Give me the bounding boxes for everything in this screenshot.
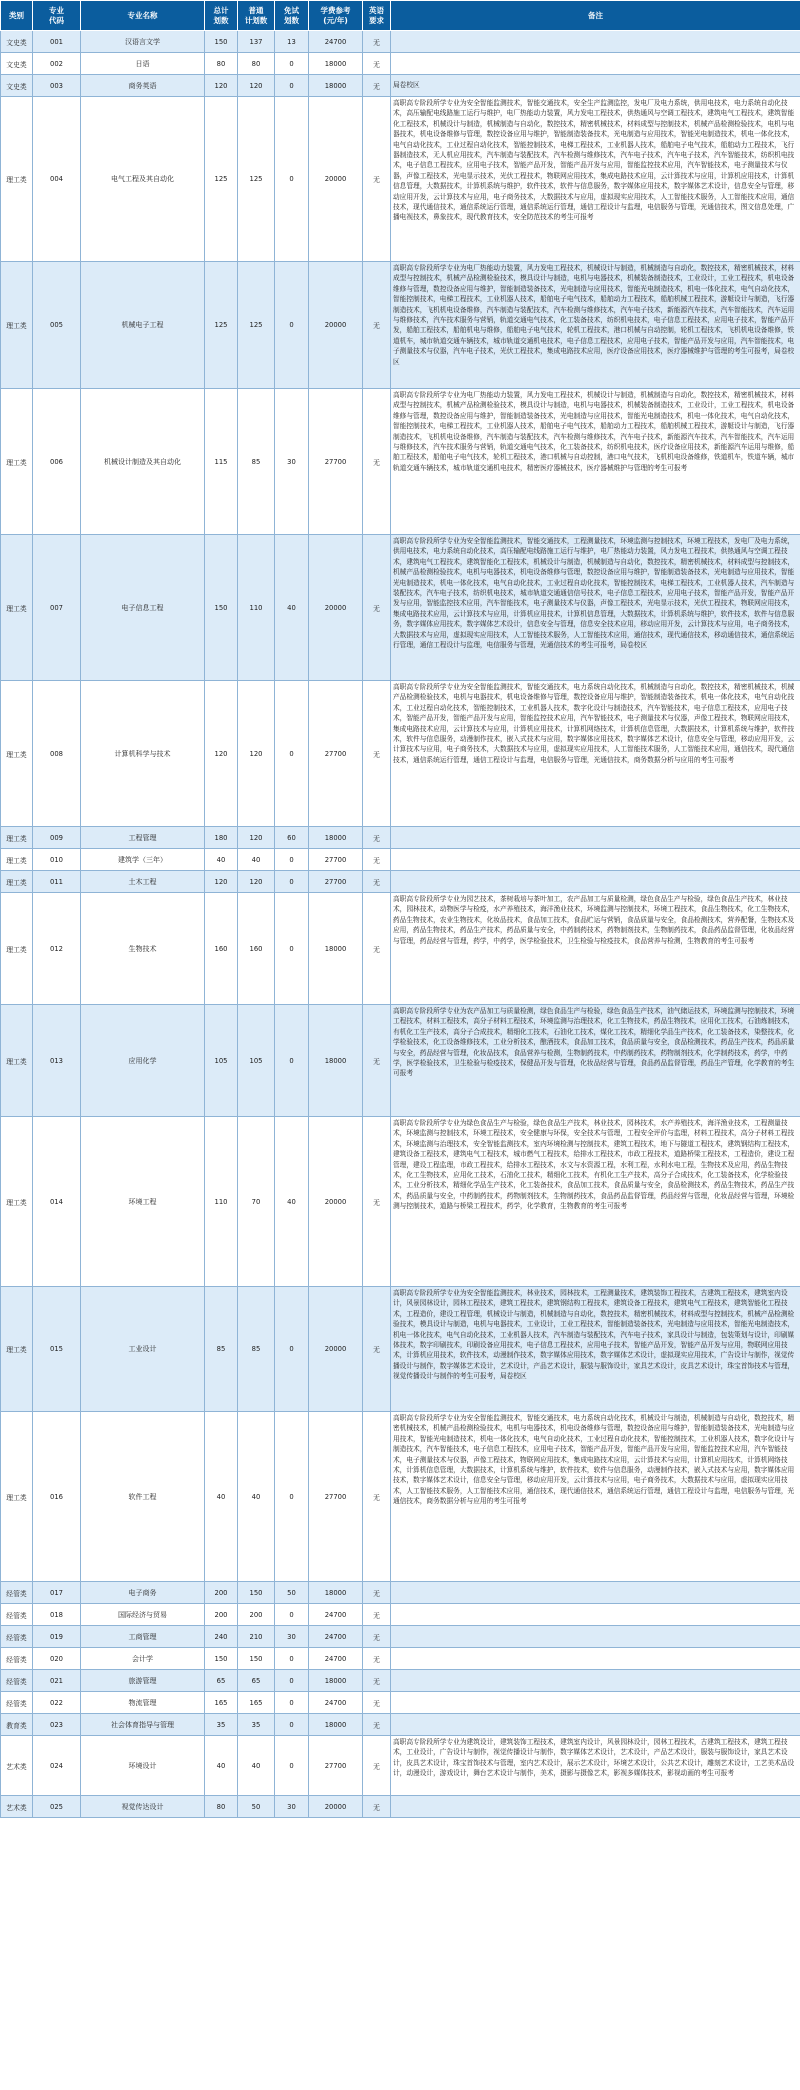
cell-major: 工商管理 <box>81 1626 205 1648</box>
cell-category: 经管类 <box>1 1692 33 1714</box>
header-tuition: 学费参考 (元/年) <box>309 1 363 31</box>
cell-total: 40 <box>205 1412 238 1582</box>
cell-code: 017 <box>33 1582 81 1604</box>
cell-tuition: 20000 <box>309 535 363 681</box>
table-row <box>1 849 800 871</box>
cell-exempt: 0 <box>275 871 309 893</box>
cell-code: 022 <box>33 1692 81 1714</box>
cell-total: 120 <box>205 681 238 827</box>
cell-general: 85 <box>238 1287 275 1412</box>
cell-note <box>391 1582 800 1604</box>
cell-category: 文史类 <box>1 31 33 53</box>
cell-major: 应用化学 <box>81 1005 205 1117</box>
cell-category: 理工类 <box>1 871 33 893</box>
cell-major: 机械设计制造及其自动化 <box>81 389 205 535</box>
table-row <box>1 1670 800 1692</box>
cell-major: 旅游管理 <box>81 1670 205 1692</box>
header-code: 专业 代码 <box>33 1 81 31</box>
cell-general: 105 <box>238 1005 275 1117</box>
header-major: 专业名称 <box>81 1 205 31</box>
table-row <box>1 53 800 75</box>
cell-note: 高职高专阶段所学专业为安全智能监测技术，林业技术，园林技术，工程测量技术，建筑装饰工程技术，古建筑工程技术，建筑室内设计，风景园林设计，园林工程技术，建筑工程技术，建筑钢结构工程技术，建筑设备工程技术，建筑电气工程技术，建筑智能化工程技术，工程造价，建设工程管理，机械设计与制造，机械制造与自动化，数控技术，精密机械技术，材料成型与控制技术，机械产品检测检验技术，模具设计与制造，电机与电器技术，工业设计，工业工程技术，智能制造装备技术，光电制造与应用技术，智能光电制造技术，机电一体化技术，电气自动化技术，工业机器人技术，汽车制造与装配技术，汽车电子技术，家具设计与制造，包装策划与设计，印刷媒体技术，数字印刷技术，印刷设备应用技术，电子信息工程技术，应用电子技术，智能产品开发，智能产品开发与应用，物联网应用技术，计算机应用技术，软件技术，动漫制作技术，数字媒体应用技术，数字媒体艺术设计，虚拟现实应用技术，广告设计与制作，视觉传播设计与制作，数字媒体艺术设计，艺术设计，产品艺术设计，服装与服饰设计，家具艺术设计，皮具艺术设计，珠宝首饰技术与管理，视觉传播设计与制作的考生可报考，局卷校区 <box>391 1287 800 1412</box>
header-total: 总计 划数 <box>205 1 238 31</box>
cell-total: 160 <box>205 893 238 1005</box>
table-row <box>1 1736 800 1796</box>
cell-exempt: 0 <box>275 1604 309 1626</box>
cell-total: 85 <box>205 1287 238 1412</box>
cell-major: 机械电子工程 <box>81 262 205 389</box>
cell-general: 200 <box>238 1604 275 1626</box>
cell-exempt: 0 <box>275 1648 309 1670</box>
cell-code: 006 <box>33 389 81 535</box>
cell-category: 理工类 <box>1 827 33 849</box>
cell-category: 经管类 <box>1 1604 33 1626</box>
table-row <box>1 893 800 1005</box>
cell-code: 014 <box>33 1117 81 1287</box>
cell-code: 018 <box>33 1604 81 1626</box>
cell-total: 165 <box>205 1692 238 1714</box>
cell-code: 009 <box>33 827 81 849</box>
cell-major: 工程管理 <box>81 827 205 849</box>
cell-code: 016 <box>33 1412 81 1582</box>
cell-major: 工业设计 <box>81 1287 205 1412</box>
cell-category: 艺术类 <box>1 1796 33 1818</box>
cell-general: 165 <box>238 1692 275 1714</box>
cell-note: 高职高专阶段所学专业为安全智能监测技术，智能交通技术，电力系统自动化技术，机械设计与制造，机械制造与自动化，数控技术，精密机械技术，机械产品检测检验技术，电机与电器技术，机电设备维修与管理，数控设备应用与维护，智能制造装备技术，光电制造与应用技术，智能光电制造技术，机电一体化技术，电气自动化技术，工业过程自动化技术，智能控制技术，工业机器人技术，数字化设计与制造技术，汽车智能技术，电子信息工程技术，应用电子技术，智能产品开发，智能产品开发与应用，智能监控技术应用，汽车智能技术，电子测量技术与仪器，声像工程技术，物联网应用技术，集成电路技术应用，云计算技术与应用，计算机应用技术，计算机网络技术，计算机信息管理，大数据技术，计算机系统与维护，软件技术，软件与信息服务，动漫制作技术，嵌入式技术与应用，数字媒体应用技术，数字媒体艺术设计，信息安全与管理，移动应用开发，云计算技术与应用，电子商务技术，大数据技术与应用，虚拟现实应用技术，人工智能技术服务，人工智能技术应用，通信技术，现代通信技术，通信系统运行管理，通信工程设计与监理，电信服务与管理，光通信技术，商务数据分析与应用的考生可报考 <box>391 1412 800 1582</box>
cell-code: 013 <box>33 1005 81 1117</box>
cell-category: 理工类 <box>1 1117 33 1287</box>
cell-general: 40 <box>238 849 275 871</box>
cell-english: 无 <box>363 1582 391 1604</box>
table-row <box>1 1412 800 1582</box>
cell-note: 高职高专阶段所学专业为安全智能监测技术，智能交通技术，电力系统自动化技术，机械制造与自动化，数控技术，精密机械技术，机械产品检测检验技术，电机与电器技术，机电设备维修与管理，数控设备应用与维护，智能制造装备技术，机电一体化技术，电气自动化技术，工业过程自动化技术，智能控制技术，工业机器人技术，数字化设计与制造技术，汽车智能技术，电子信息工程技术，应用电子技术，智能产品开发，智能产品开发与应用，智能监控技术应用，汽车智能技术，电子测量技术与仪器，声像工程技术，物联网应用技术，集成电路技术应用，云计算技术与应用，计算机应用技术，计算机网络技术，计算机信息管理，大数据技术，计算机系统与维护，软件技术，软件与信息服务，动漫制作技术，嵌入式技术与应用，数字媒体应用技术，数字媒体艺术设计，信息安全与管理，移动应用开发，云计算技术与应用，电子商务技术，大数据技术与应用，虚拟现实应用技术，人工智能技术服务，人工智能技术应用，通信技术，现代通信技术，通信系统运行管理，通信工程设计与监理，电信服务与管理，光通信技术，商务数据分析与应用的考生可报考 <box>391 681 800 827</box>
cell-note <box>391 1714 800 1736</box>
cell-general: 40 <box>238 1736 275 1796</box>
cell-english: 无 <box>363 1648 391 1670</box>
cell-code: 012 <box>33 893 81 1005</box>
cell-exempt: 50 <box>275 1582 309 1604</box>
cell-note: 高职高专阶段所学专业为绿色食品生产与检验，绿色食品生产技术，林业技术，园林技术，水产养殖技术，海洋渔业技术，工程测量技术，环境监测与控制技术，环境工程技术，安全健康与环保，安全技术与管理，工程安全评价与监理，材料工程技术，高分子材料工程技术，环境监测与治理技术，安全智能监测技术，室内环境检测与控制技术，建筑工程技术，地下与隧道工程技术，建筑钢结构工程技术，建筑设备工程技术，建筑电气工程技术，城市燃气工程技术，给排水工程技术，市政工程技术，道路桥梁工程技术，工程造价，建设工程管理，建设工程监理，市政工程技术，给排水工程技术，水文与水资源工程，水利工程，水利水电工程，生物技术及应用，药品生物技术，化工生物技术，应用化工技术，石油化工技术，精细化工技术，有机化工生产技术，高分子合成技术，化工装备技术，化学检验技术，工业分析技术，精细化学品生产技术，化工装备技术，食品加工技术，食品质量与安全，食品检测技术，药品生物技术，药品生产技术，药品质量与安全，中药制药技术，药物制剂技术，生物制药技术，食品药品监督管理，药品经营与管理，化妆品经营与管理，环境检测与控制技术，道路与桥梁工程技术，药学，化学教育，生物教育的考生可报考 <box>391 1117 800 1287</box>
cell-exempt: 40 <box>275 535 309 681</box>
cell-total: 125 <box>205 262 238 389</box>
cell-tuition: 18000 <box>309 75 363 97</box>
cell-total: 80 <box>205 1796 238 1818</box>
cell-tuition: 27700 <box>309 1736 363 1796</box>
cell-note <box>391 1692 800 1714</box>
table-row <box>1 97 800 262</box>
table-row <box>1 75 800 97</box>
cell-exempt: 0 <box>275 97 309 262</box>
table-row <box>1 1714 800 1736</box>
cell-category: 教育类 <box>1 1714 33 1736</box>
table-row <box>1 1287 800 1412</box>
cell-english: 无 <box>363 1692 391 1714</box>
cell-exempt: 0 <box>275 1287 309 1412</box>
cell-tuition: 20000 <box>309 262 363 389</box>
table-row <box>1 1582 800 1604</box>
cell-english: 无 <box>363 1287 391 1412</box>
cell-exempt: 0 <box>275 75 309 97</box>
cell-note: 高职高专阶段所学专业为农产品加工与质量检测，绿色食品生产与检验，绿色食品生产技术，油气储运技术，环境监测与控制技术，环境工程技术，材料工程技术，高分子材料工程技术，环境监测与治理技术，化工生物技术，药品生物技术，应用化工技术，石油炼制技术，有机化工生产技术，高分子合成技术，精细化工技术，石油化工技术，煤化工技术，精细化学品生产技术，化工装备技术，染整技术，化学检验技术，化工设备维修技术，工业分析技术，酿酒技术，食品加工技术，食品质量与安全，食品检测技术，药品生产技术，药品质量与安全，药品经营与管理，化妆品技术，食品营养与检测，生物制药技术，中药制药技术，药物制剂技术，化学制药技术，药学，中药学，医学检验技术，卫生检验与检疫技术，保健品开发与管理，化妆品经营与管理，食品药品监督管理，药品生产管理，化学教育的考生可报考 <box>391 1005 800 1117</box>
cell-tuition: 20000 <box>309 1796 363 1818</box>
cell-general: 85 <box>238 389 275 535</box>
cell-note <box>391 827 800 849</box>
cell-tuition: 27700 <box>309 681 363 827</box>
cell-english: 无 <box>363 849 391 871</box>
cell-english: 无 <box>363 75 391 97</box>
cell-code: 020 <box>33 1648 81 1670</box>
cell-exempt: 0 <box>275 681 309 827</box>
cell-note <box>391 1796 800 1818</box>
cell-major: 社会体育指导与管理 <box>81 1714 205 1736</box>
cell-english: 无 <box>363 1626 391 1648</box>
cell-tuition: 27700 <box>309 849 363 871</box>
cell-general: 80 <box>238 53 275 75</box>
cell-exempt: 0 <box>275 1005 309 1117</box>
cell-category: 理工类 <box>1 97 33 262</box>
cell-general: 137 <box>238 31 275 53</box>
cell-note: 局卷校区 <box>391 75 800 97</box>
cell-note: 高职高专阶段所学专业为电厂热能动力装置，风力发电工程技术，机械设计与制造，机械制造与自动化，数控技术，精密机械技术，材料成型与控制技术，机械产品检测检验技术，模具设计与制造，电机与电器技术，机械装备制造技术，工业设计，工业工程技术，机电设备维修与管理，数控设备应用与维护，智能制造装备技术，光电制造与应用技术，智能光电制造技术，机电一体化技术，电气自动化技术，智能控制技术，电梯工程技术，工业机器人技术，船舶电子电气技术，船舶动力工程技术，船舶机械工程技术，游艇设计与制造，飞行器制造技术，飞机机电设备维修，汽车制造与装配技术，汽车检测与维修技术，汽车电子技术，新能源汽车技术，汽车智能技术，汽车运用与维修技术，汽车技术服务与营销，轨道交通电气技术，化工装备技术，纺织机电技术，医疗设备应用技术，新能源汽车运用与维修，船舶工程技术，船舶电子电气技术，轮机工程技术，港口机械与自动控制，港口电气技术，飞机机电设备维修，铁道机车，铁道车辆，城市轨道交通车辆技术，城市轨道交通机电技术，精密医疗器械技术，医疗器械维护与管理的考生可报考 <box>391 389 800 535</box>
header-english: 英语 要求 <box>363 1 391 31</box>
cell-exempt: 0 <box>275 849 309 871</box>
cell-exempt: 60 <box>275 827 309 849</box>
cell-exempt: 0 <box>275 1412 309 1582</box>
cell-major: 会计学 <box>81 1648 205 1670</box>
cell-english: 无 <box>363 1604 391 1626</box>
cell-exempt: 0 <box>275 1736 309 1796</box>
cell-exempt: 30 <box>275 1796 309 1818</box>
header-category: 类别 <box>1 1 33 31</box>
cell-code: 001 <box>33 31 81 53</box>
cell-total: 115 <box>205 389 238 535</box>
cell-exempt: 13 <box>275 31 309 53</box>
cell-category: 理工类 <box>1 1287 33 1412</box>
cell-total: 40 <box>205 1736 238 1796</box>
cell-english: 无 <box>363 97 391 262</box>
cell-english: 无 <box>363 1796 391 1818</box>
cell-exempt: 40 <box>275 1117 309 1287</box>
cell-english: 无 <box>363 1714 391 1736</box>
cell-code: 025 <box>33 1796 81 1818</box>
cell-note <box>391 53 800 75</box>
cell-note <box>391 31 800 53</box>
cell-general: 35 <box>238 1714 275 1736</box>
cell-category: 理工类 <box>1 1005 33 1117</box>
cell-tuition: 18000 <box>309 1714 363 1736</box>
cell-code: 008 <box>33 681 81 827</box>
cell-tuition: 27700 <box>309 1412 363 1582</box>
cell-category: 艺术类 <box>1 1736 33 1796</box>
cell-exempt: 0 <box>275 893 309 1005</box>
cell-total: 150 <box>205 535 238 681</box>
cell-major: 建筑学（三年） <box>81 849 205 871</box>
cell-general: 160 <box>238 893 275 1005</box>
cell-category: 理工类 <box>1 262 33 389</box>
cell-total: 80 <box>205 53 238 75</box>
cell-category: 理工类 <box>1 389 33 535</box>
cell-total: 120 <box>205 75 238 97</box>
cell-general: 125 <box>238 97 275 262</box>
cell-code: 023 <box>33 1714 81 1736</box>
table-row <box>1 1626 800 1648</box>
cell-total: 105 <box>205 1005 238 1117</box>
cell-note <box>391 871 800 893</box>
cell-total: 65 <box>205 1670 238 1692</box>
cell-category: 理工类 <box>1 535 33 681</box>
cell-major: 环境设计 <box>81 1736 205 1796</box>
table-row <box>1 827 800 849</box>
cell-tuition: 20000 <box>309 1287 363 1412</box>
cell-category: 经管类 <box>1 1626 33 1648</box>
cell-general: 120 <box>238 827 275 849</box>
cell-exempt: 0 <box>275 1670 309 1692</box>
cell-total: 180 <box>205 827 238 849</box>
cell-major: 日语 <box>81 53 205 75</box>
table-row <box>1 1117 800 1287</box>
cell-general: 150 <box>238 1648 275 1670</box>
cell-note: 高职高专阶段所学专业为安全智能监测技术，智能交通技术，安全生产监测监控，发电厂及电力系统，供用电技术，电力系统自动化技术，高压输配电线路施工运行与维护，电厂热能动力装置，风力发电工程技术，供热通风与空调工程技术，建筑电气工程技术，建筑智能化工程技术，机械设计与制造，机械制造与自动化，数控技术，精密机械技术，材料成型与控制技术，机械产品检测检验技术，电机与电器技术，机电设备维修与管理，数控设备应用与维护，智能制造装备技术，光电制造与应用技术，智能光电制造技术，机电一体化技术，电气自动化技术，工业过程自动化技术，智能控制技术，电梯工程技术，工业机器人技术，船舶电子电气技术，船舶动力工程技术，飞行器制造技术，无人机应用技术，汽车制造与装配技术，汽车检测与维修技术，汽车电子技术，汽车电子技术，汽车智能技术，纺织机电技术，电子信息工程技术，应用电子技术，智能产品开发，智能产品开发与应用，智能监控技术应用，汽车智能技术，电子测量技术与仪器，声像工程技术，光电显示技术，光伏工程技术，物联网应用技术，集成电路技术应用，云计算技术与应用，计算机应用技术，计算机信息管理，大数据技术，计算机系统与维护，软件技术，软件与信息服务，数字媒体应用技术，数字媒体艺术设计，信息安全与管理，移动应用开发，云计算技术与应用，电子商务技术，大数据技术与应用，虚拟现实应用技术，人工智能技术服务，人工智能技术应用，通信技术，现代通信技术，通信系统运行管理，通信系统运行管理，通信工程设计与监理，电信服务与管理，光通信技术，图文信息处理，广播电视技术，鼻象技术，现代教育技术，安全防范技术的考生可报考 <box>391 97 800 262</box>
cell-note <box>391 1604 800 1626</box>
table-body <box>1 31 800 1818</box>
cell-tuition: 18000 <box>309 1005 363 1117</box>
table-row <box>1 1604 800 1626</box>
cell-major: 计算机科学与技术 <box>81 681 205 827</box>
cell-note: 高职高专阶段所学专业为园艺技术，茶树栽培与茶叶加工，农产品加工与质量检测，绿色食品生产与检验，绿色食品生产技术，林业技术，园林技术，动物医学与检疫，水产养殖技术，海洋渔业技术，环境监测与控制技术，环境工程技术，食品生物技术，化工生物技术，药品生物技术，农业生物技术，化妆品技术，食品加工技术，食品贮运与营销，食品质量与安全，食品检测技术，营养配餐，生物技术及应用，药品生物技术，药品生产技术，药品质量与安全，中药制药技术，药物制剂技术，生物制药技术，食品药品监督管理，化妆品经营与管理，药品经营与管理，药学，中药学，医学检验技术，卫生检验与检疫技术，食品营养与检测，生物教育的考生可报考 <box>391 893 800 1005</box>
cell-general: 120 <box>238 681 275 827</box>
cell-major: 软件工程 <box>81 1412 205 1582</box>
table-row <box>1 1648 800 1670</box>
cell-general: 150 <box>238 1582 275 1604</box>
cell-major: 电气工程及其自动化 <box>81 97 205 262</box>
cell-total: 125 <box>205 97 238 262</box>
cell-english: 无 <box>363 1736 391 1796</box>
cell-exempt: 30 <box>275 389 309 535</box>
cell-tuition: 18000 <box>309 53 363 75</box>
cell-tuition: 24700 <box>309 1648 363 1670</box>
cell-english: 无 <box>363 53 391 75</box>
cell-code: 007 <box>33 535 81 681</box>
header-general: 普通 计划数 <box>238 1 275 31</box>
cell-exempt: 30 <box>275 1626 309 1648</box>
cell-tuition: 20000 <box>309 97 363 262</box>
table-row <box>1 389 800 535</box>
cell-exempt: 0 <box>275 262 309 389</box>
cell-general: 50 <box>238 1796 275 1818</box>
cell-english: 无 <box>363 893 391 1005</box>
cell-tuition: 27700 <box>309 871 363 893</box>
cell-note <box>391 1626 800 1648</box>
cell-major: 电子信息工程 <box>81 535 205 681</box>
cell-tuition: 24700 <box>309 31 363 53</box>
cell-code: 004 <box>33 97 81 262</box>
cell-major: 视觉传达设计 <box>81 1796 205 1818</box>
cell-tuition: 27700 <box>309 389 363 535</box>
cell-tuition: 20000 <box>309 1117 363 1287</box>
cell-tuition: 18000 <box>309 1582 363 1604</box>
cell-code: 021 <box>33 1670 81 1692</box>
cell-total: 150 <box>205 31 238 53</box>
cell-code: 010 <box>33 849 81 871</box>
cell-code: 002 <box>33 53 81 75</box>
cell-major: 生物技术 <box>81 893 205 1005</box>
cell-total: 240 <box>205 1626 238 1648</box>
cell-category: 经管类 <box>1 1648 33 1670</box>
table-header-row <box>1 1 800 31</box>
cell-general: 210 <box>238 1626 275 1648</box>
cell-code: 003 <box>33 75 81 97</box>
cell-major: 电子商务 <box>81 1582 205 1604</box>
cell-general: 125 <box>238 262 275 389</box>
table-row <box>1 31 800 53</box>
cell-english: 无 <box>363 31 391 53</box>
table-row <box>1 262 800 389</box>
table-row <box>1 1005 800 1117</box>
header-exempt: 免试 划数 <box>275 1 309 31</box>
table-row <box>1 535 800 681</box>
cell-english: 无 <box>363 1412 391 1582</box>
cell-exempt: 0 <box>275 53 309 75</box>
cell-tuition: 24700 <box>309 1626 363 1648</box>
cell-category: 经管类 <box>1 1582 33 1604</box>
cell-general: 120 <box>238 871 275 893</box>
cell-note: 高职高专阶段所学专业为电厂热能动力装置，风力发电工程技术，机械设计与制造，机械制造与自动化，数控技术，精密机械技术，材料成型与控制技术，机械产品检测检验技术，模具设计与制造，电机与电器技术，机械装备制造技术，工业设计，工业工程技术，机电设备维修与管理，数控设备应用与维护，智能制造装备技术，光电制造与应用技术，智能光电制造技术，机电一体化技术，电气自动化技术，智能控制技术，电梯工程技术，工业机器人技术，船舶电子电气技术，船舶动力工程技术，船舶机械工程技术，游艇设计与制造，飞行器制造技术，飞机机电设备维修，汽车制造与装配技术，汽车检测与维修技术，汽车电子技术，新能源汽车技术，汽车智能技术，汽车运用与维修技术，汽车技术服务与营销，轨道交通电气技术，化工装备技术，纺织机电技术，电子信息工程技术，应用电子技术，智能产品开发，船舶工程技术，船舶机电与维修，船舶电子电气技术，轮机工程技术，港口机械与自动控制，轮机工程技术，飞机机电设备维修，铁道机车，城市轨道交通车辆技术，城市轨道交通机电技术，电子信息工程技术，应用电子技术，智能产品开发与应用，汽车智能技术，电子测量技术与仪器，汽车电子技术，光伏工程技术，集成电路技术应用，医疗设备应用技术，医疗器械维护与管理的考生可报考，局卷校区 <box>391 262 800 389</box>
table-row <box>1 1692 800 1714</box>
cell-note <box>391 1670 800 1692</box>
cell-category: 理工类 <box>1 893 33 1005</box>
cell-code: 011 <box>33 871 81 893</box>
cell-english: 无 <box>363 1005 391 1117</box>
header-note: 备注 <box>391 1 800 31</box>
table-row <box>1 1796 800 1818</box>
cell-total: 40 <box>205 849 238 871</box>
cell-note: 高职高专阶段所学专业为安全智能监测技术，智能交通技术，工程测量技术，环境监测与控制技术，环境工程技术，发电厂及电力系统，供用电技术，电力系统自动化技术，高压输配电线路施工运行与维护，电厂热能动力装置，风力发电工程技术，供热通风与空调工程技术，建筑电气工程技术，建筑智能化工程技术，机械设计与制造，机械制造与自动化，数控技术，精密机械技术，材料成型与控制技术，机械产品检测检验技术，电机与电器技术，机电设备维修与管理，数控设备应用与维护，智能制造装备技术，光电制造与应用技术，智能光电制造技术，机电一体化技术，电气自动化技术，工业过程自动化技术，智能控制技术，电梯工程技术，工业机器人技术，汽车制造与装配技术，汽车电子技术，纺织机电技术，城市轨道交通通信信号技术，电子信息工程技术，应用电子技术，智能产品开发，智能产品开发与应用，智能监控技术应用，汽车智能技术，电子测量技术与仪器，声像工程技术，光电显示技术，光伏工程技术，物联网应用技术，集成电路技术应用，云计算技术与应用，计算机应用技术，计算机信息管理，大数据技术，计算机系统与维护，软件技术，软件与信息服务，数字媒体应用技术，数字媒体艺术设计，信息安全与管理，信息安全技术应用，移动应用开发，云计算技术与应用，电子商务技术，大数据技术与应用，虚拟现实应用技术，人工智能技术服务，人工智能技术应用，通信技术，现代通信技术，移动通信技术，通信系统运行管理，通信工程设计与监理，电信服务与管理，光通信技术的考生可报考，局卷校区 <box>391 535 800 681</box>
cell-major: 商务英语 <box>81 75 205 97</box>
cell-tuition: 18000 <box>309 893 363 1005</box>
cell-category: 理工类 <box>1 681 33 827</box>
table-row <box>1 681 800 827</box>
cell-note <box>391 849 800 871</box>
cell-total: 110 <box>205 1117 238 1287</box>
cell-major: 土木工程 <box>81 871 205 893</box>
cell-tuition: 18000 <box>309 827 363 849</box>
cell-category: 文史类 <box>1 53 33 75</box>
cell-code: 024 <box>33 1736 81 1796</box>
cell-total: 200 <box>205 1582 238 1604</box>
cell-total: 150 <box>205 1648 238 1670</box>
cell-english: 无 <box>363 1670 391 1692</box>
cell-total: 35 <box>205 1714 238 1736</box>
cell-english: 无 <box>363 871 391 893</box>
cell-category: 经管类 <box>1 1670 33 1692</box>
cell-code: 015 <box>33 1287 81 1412</box>
cell-exempt: 0 <box>275 1692 309 1714</box>
cell-general: 70 <box>238 1117 275 1287</box>
cell-english: 无 <box>363 1117 391 1287</box>
cell-code: 019 <box>33 1626 81 1648</box>
cell-tuition: 24700 <box>309 1692 363 1714</box>
cell-tuition: 18000 <box>309 1670 363 1692</box>
table-row <box>1 871 800 893</box>
cell-category: 理工类 <box>1 849 33 871</box>
cell-english: 无 <box>363 535 391 681</box>
cell-note <box>391 1648 800 1670</box>
cell-major: 物流管理 <box>81 1692 205 1714</box>
cell-note: 高职高专阶段所学专业为建筑设计，建筑装饰工程技术，建筑室内设计，风景园林设计，园林工程技术，古建筑工程技术，建筑工程技术，工业设计，广告设计与制作，视觉传播设计与制作，数字媒体艺术设计，艺术设计，产品艺术设计，服装与服饰设计，家具艺术设计，皮具艺术设计，珠宝首饰技术与管理，室内艺术设计，展示艺术设计，环境艺术设计，公共艺术设计，雕刻艺术设计，工艺美术品设计，动漫设计，游戏设计，舞台艺术设计与制作，美术，摄影与摄像艺术，影视多媒体技术，影视动画的考生可报考 <box>391 1736 800 1796</box>
cell-english: 无 <box>363 262 391 389</box>
cell-general: 120 <box>238 75 275 97</box>
cell-tuition: 24700 <box>309 1604 363 1626</box>
cell-category: 文史类 <box>1 75 33 97</box>
cell-major: 环境工程 <box>81 1117 205 1287</box>
cell-total: 120 <box>205 871 238 893</box>
cell-english: 无 <box>363 389 391 535</box>
cell-major: 汉语言文学 <box>81 31 205 53</box>
cell-general: 65 <box>238 1670 275 1692</box>
cell-major: 国际经济与贸易 <box>81 1604 205 1626</box>
cell-category: 理工类 <box>1 1412 33 1582</box>
cell-english: 无 <box>363 827 391 849</box>
cell-code: 005 <box>33 262 81 389</box>
cell-english: 无 <box>363 681 391 827</box>
cell-general: 40 <box>238 1412 275 1582</box>
cell-exempt: 0 <box>275 1714 309 1736</box>
cell-total: 200 <box>205 1604 238 1626</box>
cell-general: 110 <box>238 535 275 681</box>
